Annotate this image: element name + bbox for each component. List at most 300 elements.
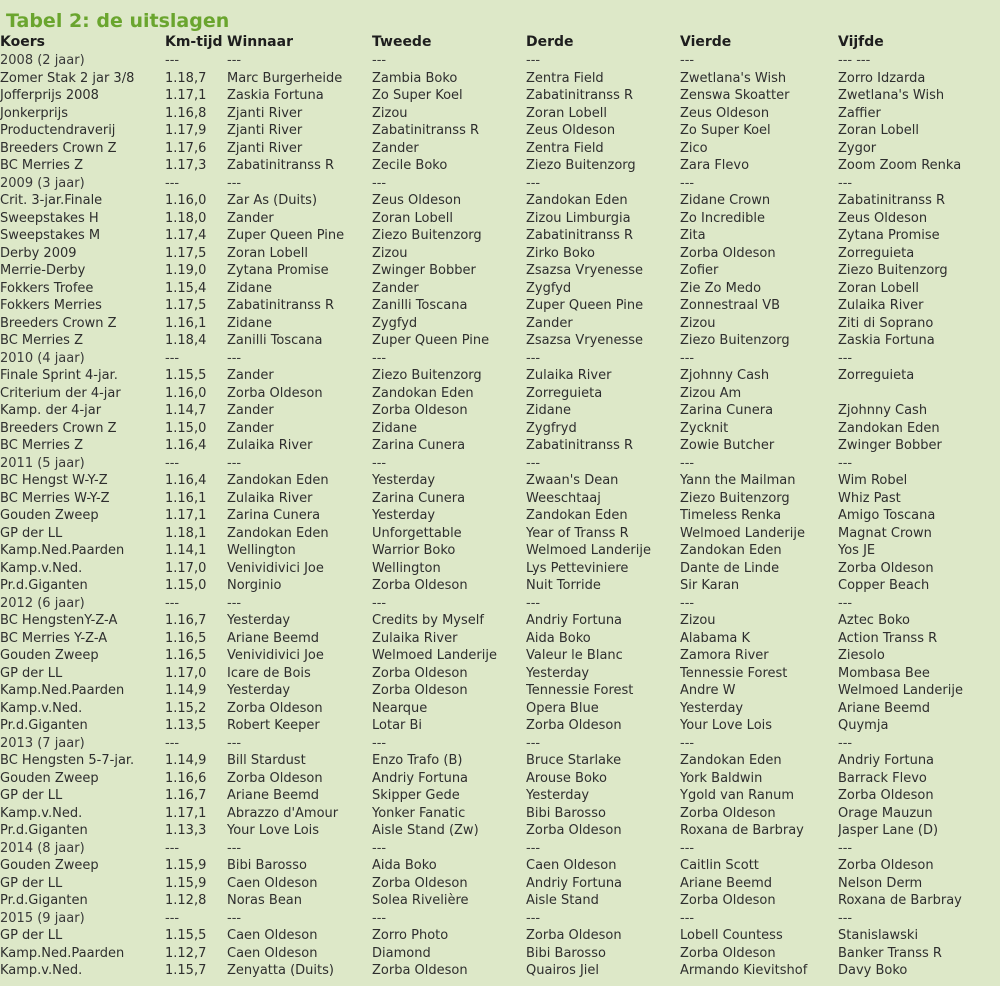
cell-km-tijd: 1.16,5 [165, 648, 207, 664]
cell-koers: BC HengstenY-Z-A [0, 613, 118, 629]
cell-koers: BC Hengst W-Y-Z [0, 473, 108, 489]
cell-km-tijd: 1.17,4 [165, 228, 207, 244]
cell-km-tijd: 1.12,7 [165, 945, 207, 961]
cell-vijfde: Ziezo Buitenzorg [838, 263, 948, 279]
table-row [0, 192, 1000, 210]
cell-tweede: Zuper Queen Pine [372, 333, 490, 349]
cell-km-tijd: 1.17,1 [165, 88, 207, 104]
cell-vierde: Andre W [680, 683, 736, 699]
cell-vierde: Zandokan Eden [680, 543, 782, 559]
table-row [0, 490, 1000, 508]
cell-tweede: Yesterday [372, 473, 436, 489]
cell-tweede: Zo Super Koel [372, 88, 463, 104]
cell-tweede: Nearque [372, 700, 428, 716]
cell-vierde: --- [680, 175, 695, 191]
table-body [0, 52, 1000, 980]
cell-km-tijd: 1.16,0 [165, 193, 207, 209]
cell-koers: Pr.d.Giganten [0, 893, 88, 909]
cell-vierde: Lobell Countess [680, 928, 783, 944]
cell-vierde: Zara Flevo [680, 158, 750, 174]
cell-derde: Lys Petteviniere [526, 560, 629, 576]
cell-tweede: Zorba Oldeson [372, 665, 468, 681]
cell-winnaar: Zulaika River [227, 490, 313, 506]
cell-vierde: Roxana de Barbray [680, 823, 804, 839]
cell-km-tijd: 1.17,5 [165, 245, 207, 261]
cell-koers: 2012 (6 jaar) [0, 595, 85, 611]
cell-derde: --- [526, 910, 541, 926]
cell-vijfde: Zorba Oldeson [838, 560, 934, 576]
cell-km-tijd: 1.16,7 [165, 613, 207, 629]
cell-km-tijd: 1.14,7 [165, 403, 207, 419]
cell-tweede: Zarina Cunera [372, 438, 466, 454]
cell-winnaar: --- [227, 455, 242, 471]
cell-derde: Welmoed Landerije [526, 543, 651, 559]
cell-vijfde: Whiz Past [838, 490, 901, 506]
cell-tweede: Ziezo Buitenzorg [372, 368, 482, 384]
cell-km-tijd: --- [165, 910, 180, 926]
cell-vijfde: Zabatinitranss R [838, 193, 946, 209]
cell-winnaar: Ariane Beemd [227, 630, 320, 646]
cell-winnaar: Zander [227, 368, 274, 384]
cell-derde: Zorba Oldeson [526, 928, 622, 944]
cell-derde: --- [526, 595, 541, 611]
table-row [0, 647, 1000, 665]
cell-winnaar: Zander [227, 210, 274, 226]
cell-vierde: --- [680, 595, 695, 611]
cell-derde: Zorba Oldeson [526, 718, 622, 734]
cell-tweede: Zander [372, 140, 419, 156]
cell-tweede: Zandokan Eden [372, 385, 474, 401]
cell-vierde: --- [680, 53, 695, 69]
cell-winnaar: Venividivici Joe [227, 560, 324, 576]
cell-vierde: Zorba Oldeson [680, 893, 776, 909]
cell-koers: 2009 (3 jaar) [0, 175, 85, 191]
table-row [0, 385, 1000, 403]
cell-koers: Pr.d.Giganten [0, 578, 88, 594]
table-row [0, 927, 1000, 945]
cell-derde: Zabatinitranss R [526, 438, 634, 454]
cell-derde: Quairos Jiel [526, 963, 600, 979]
cell-derde: Zulaika River [526, 368, 612, 384]
cell-koers: 2013 (7 jaar) [0, 735, 85, 751]
table-row [0, 962, 1000, 980]
table-row [0, 805, 1000, 823]
cell-derde: Ziezo Buitenzorg [526, 158, 636, 174]
table-row [0, 420, 1000, 438]
cell-koers: GP der LL [0, 788, 63, 804]
cell-winnaar: Zabatinitranss R [227, 298, 335, 314]
cell-derde: Zidane [526, 403, 571, 419]
cell-koers: Breeders Crown Z [0, 140, 117, 156]
cell-vierde: Zandokan Eden [680, 753, 782, 769]
cell-vijfde: Zjohnny Cash [838, 403, 928, 419]
cell-vijfde: Zaffier [838, 105, 881, 121]
cell-vierde: --- [680, 910, 695, 926]
cell-koers: BC Hengsten 5-7-jar. [0, 753, 135, 769]
cell-km-tijd: 1.16,1 [165, 490, 207, 506]
cell-winnaar: Zoran Lobell [227, 245, 308, 261]
cell-koers: BC Merries Z [0, 333, 83, 349]
cell-tweede: Zabatinitranss R [372, 123, 480, 139]
cell-km-tijd: 1.18,7 [165, 70, 207, 86]
cell-derde: --- [526, 455, 541, 471]
cell-vijfde: Zoom Zoom Renka [838, 158, 962, 174]
cell-vijfde: Zorba Oldeson [838, 788, 934, 804]
cell-winnaar: Zandokan Eden [227, 473, 329, 489]
cell-km-tijd: 1.17,9 [165, 123, 207, 139]
cell-tweede: Enzo Trafo (B) [372, 753, 463, 769]
cell-vijfde: Stanislawski [838, 928, 919, 944]
cell-winnaar: Zjanti River [227, 123, 303, 139]
cell-tweede: Yesterday [372, 508, 436, 524]
table-row [0, 105, 1000, 123]
cell-tweede: --- [372, 350, 387, 366]
header-derde: Derde [526, 34, 574, 50]
cell-derde: Zizou Limburgia [526, 210, 631, 226]
cell-koers: Kamp.Ned.Paarden [0, 945, 125, 961]
cell-derde: --- [526, 840, 541, 856]
cell-winnaar: Yesterday [227, 613, 291, 629]
cell-km-tijd: 1.15,7 [165, 963, 207, 979]
cell-vierde: Ziezo Buitenzorg [680, 333, 790, 349]
cell-derde: Zsazsa Vryenesse [526, 263, 644, 279]
results-table [0, 32, 1000, 980]
cell-km-tijd: 1.17,0 [165, 665, 207, 681]
cell-vierde: Alabama K [680, 630, 750, 646]
cell-derde: --- [526, 735, 541, 751]
table-row [0, 577, 1000, 595]
cell-tweede: Zorba Oldeson [372, 403, 468, 419]
cell-koers: 2008 (2 jaar) [0, 53, 85, 69]
cell-vierde: Welmoed Landerije [680, 525, 805, 541]
cell-winnaar: Zander [227, 420, 274, 436]
cell-vierde: --- [680, 840, 695, 856]
cell-vijfde: Zorro Idzarda [838, 70, 926, 86]
cell-tweede: Zorro Photo [372, 928, 449, 944]
cell-tweede: --- [372, 735, 387, 751]
cell-koers: Pr.d.Giganten [0, 823, 88, 839]
cell-tweede: Zorba Oldeson [372, 578, 468, 594]
table-row [0, 227, 1000, 245]
cell-km-tijd: 1.18,4 [165, 333, 207, 349]
cell-koers: Kamp.Ned.Paarden [0, 683, 125, 699]
cell-winnaar: Caen Oldeson [227, 945, 318, 961]
cell-koers: Jofferprijs 2008 [0, 88, 99, 104]
cell-vierde: Zidane Crown [680, 193, 771, 209]
cell-vierde: Zonnestraal VB [680, 298, 781, 314]
cell-vijfde: Zwetlana's Wish [838, 88, 945, 104]
cell-derde: Zwaan's Dean [526, 473, 619, 489]
cell-koers: 2011 (5 jaar) [0, 455, 85, 471]
cell-tweede: Zulaika River [372, 630, 458, 646]
cell-km-tijd: 1.16,0 [165, 385, 207, 401]
cell-vierde: Zico [680, 140, 708, 156]
cell-km-tijd: 1.16,6 [165, 770, 207, 786]
cell-derde: Weeschtaaj [526, 490, 601, 506]
cell-koers: Merrie-Derby [0, 263, 86, 279]
cell-winnaar: Zander [227, 403, 274, 419]
cell-vierde: Zamora River [680, 648, 769, 664]
cell-vijfde [838, 385, 1000, 403]
cell-km-tijd: 1.17,3 [165, 158, 207, 174]
cell-koers: Fokkers Trofee [0, 280, 94, 296]
cell-derde: Opera Blue [526, 700, 599, 716]
table-row [0, 542, 1000, 560]
cell-koers: Gouden Zweep [0, 858, 99, 874]
table-row [0, 752, 1000, 770]
cell-vijfde: Nelson Derm [838, 875, 923, 891]
cell-vierde: Zenswa Skoatter [680, 88, 790, 104]
cell-km-tijd: 1.19,0 [165, 263, 207, 279]
cell-vijfde: Quymja [838, 718, 889, 734]
cell-koers: Sweepstakes H [0, 210, 99, 226]
cell-km-tijd: 1.16,5 [165, 630, 207, 646]
cell-vijfde: Banker Transs R [838, 945, 942, 961]
cell-vijfde: Wim Robel [838, 473, 908, 489]
cell-km-tijd: 1.13,5 [165, 718, 207, 734]
cell-tweede: Zander [372, 280, 419, 296]
cell-km-tijd: 1.14,1 [165, 543, 207, 559]
table-row [0, 87, 1000, 105]
cell-koers: Kamp.v.Ned. [0, 700, 83, 716]
cell-winnaar: Bibi Barosso [227, 858, 307, 874]
cell-vijfde: Zorreguieta [838, 245, 915, 261]
cell-tweede: --- [372, 175, 387, 191]
cell-vijfde: Zoran Lobell [838, 123, 919, 139]
cell-derde: Year of Transs R [526, 525, 629, 541]
cell-tweede: --- [372, 595, 387, 611]
cell-derde: Zygfyd [526, 280, 572, 296]
cell-koers: Sweepstakes M [0, 228, 101, 244]
cell-vijfde: Zulaika River [838, 298, 924, 314]
cell-derde: Zandokan Eden [526, 508, 628, 524]
cell-koers: Breeders Crown Z [0, 420, 117, 436]
cell-derde: Zander [526, 315, 573, 331]
cell-tweede: Zidane [372, 420, 417, 436]
cell-tweede: Zorba Oldeson [372, 683, 468, 699]
cell-derde: Zuper Queen Pine [526, 298, 644, 314]
cell-vijfde: Zorba Oldeson [838, 858, 934, 874]
cell-tweede: Zwinger Bobber [372, 263, 476, 279]
cell-derde: Tennessie Forest [526, 683, 634, 699]
header-winnaar: Winnaar [227, 34, 293, 50]
cell-derde: Caen Oldeson [526, 858, 617, 874]
cell-winnaar: Bill Stardust [227, 753, 306, 769]
cell-km-tijd: 1.15,9 [165, 875, 207, 891]
cell-vijfde: --- --- [838, 53, 871, 69]
cell-km-tijd: 1.16,4 [165, 438, 207, 454]
cell-koers: Breeders Crown Z [0, 315, 117, 331]
cell-derde: --- [526, 175, 541, 191]
cell-vijfde: Zeus Oldeson [838, 210, 928, 226]
cell-koers: Jonkerprijs [0, 105, 69, 121]
table-row [0, 280, 1000, 298]
cell-vijfde: Barrack Flevo [838, 770, 927, 786]
cell-koers: Crit. 3-jar.Finale [0, 193, 103, 209]
cell-vijfde: Ariane Beemd [838, 700, 931, 716]
table-row [0, 350, 1000, 368]
cell-koers: Criterium der 4-jar [0, 385, 121, 401]
cell-km-tijd: 1.15,0 [165, 578, 207, 594]
cell-vierde: Zorba Oldeson [680, 945, 776, 961]
cell-winnaar: Zarina Cunera [227, 508, 321, 524]
cell-vierde: Zizou [680, 315, 716, 331]
cell-winnaar: Zenyatta (Duits) [227, 963, 334, 979]
cell-vierde: Zycknit [680, 420, 729, 436]
cell-tweede: Diamond [372, 945, 431, 961]
cell-koers: Finale Sprint 4-jar. [0, 368, 118, 384]
cell-winnaar: Icare de Bois [227, 665, 311, 681]
cell-winnaar: Noras Bean [227, 893, 303, 909]
cell-koers: Derby 2009 [0, 245, 77, 261]
table-row [0, 840, 1000, 858]
table-row [0, 402, 1000, 420]
cell-winnaar: --- [227, 910, 242, 926]
cell-vierde: Caitlin Scott [680, 858, 759, 874]
table-row [0, 857, 1000, 875]
cell-koers: Productendraverij [0, 123, 116, 139]
cell-km-tijd: --- [165, 175, 180, 191]
cell-tweede: --- [372, 455, 387, 471]
cell-km-tijd: 1.15,9 [165, 858, 207, 874]
cell-vierde: Zo Incredible [680, 210, 765, 226]
cell-km-tijd: 1.15,5 [165, 368, 207, 384]
cell-winnaar: --- [227, 350, 242, 366]
cell-km-tijd: --- [165, 455, 180, 471]
cell-tweede: Zorba Oldeson [372, 963, 468, 979]
cell-km-tijd: 1.17,1 [165, 805, 207, 821]
cell-km-tijd: 1.15,4 [165, 280, 207, 296]
header-vijfde: Vijfde [838, 34, 884, 50]
table-row [0, 315, 1000, 333]
cell-derde: Aisle Stand [526, 893, 599, 909]
cell-vijfde: --- [838, 910, 853, 926]
table-row [0, 630, 1000, 648]
cell-tweede: Credits by Myself [372, 613, 484, 629]
table-row [0, 612, 1000, 630]
cell-vijfde: Zytana Promise [838, 228, 940, 244]
table-row [0, 717, 1000, 735]
table-row [0, 52, 1000, 70]
cell-derde: Bruce Starlake [526, 753, 622, 769]
cell-vijfde: --- [838, 350, 853, 366]
header-km-tijd: Km-tijd [165, 34, 223, 50]
cell-km-tijd: 1.13,3 [165, 823, 207, 839]
cell-km-tijd: --- [165, 735, 180, 751]
cell-km-tijd: 1.17,6 [165, 140, 207, 156]
cell-vijfde: Zoran Lobell [838, 280, 919, 296]
cell-winnaar: Abrazzo d'Amour [227, 805, 339, 821]
cell-tweede: Zeus Oldeson [372, 193, 462, 209]
cell-derde: Zabatinitranss R [526, 228, 634, 244]
cell-tweede: Ziezo Buitenzorg [372, 228, 482, 244]
cell-tweede: Zarina Cunera [372, 490, 466, 506]
cell-koers: 2010 (4 jaar) [0, 350, 85, 366]
table-row [0, 595, 1000, 613]
cell-vijfde: Zwinger Bobber [838, 438, 942, 454]
cell-tweede: Zecile Boko [372, 158, 448, 174]
table-row [0, 507, 1000, 525]
cell-winnaar: Zorba Oldeson [227, 770, 323, 786]
cell-vierde: Zo Super Koel [680, 123, 771, 139]
cell-koers: Zomer Stak 2 jar 3/8 [0, 70, 135, 86]
cell-koers: GP der LL [0, 525, 63, 541]
table-row [0, 297, 1000, 315]
cell-km-tijd: 1.16,4 [165, 473, 207, 489]
cell-winnaar: Zulaika River [227, 438, 313, 454]
cell-km-tijd: 1.16,7 [165, 788, 207, 804]
cell-derde: Zygfryd [526, 420, 577, 436]
table-row [0, 945, 1000, 963]
cell-winnaar: Caen Oldeson [227, 928, 318, 944]
cell-koers: BC Merries Y-Z-A [0, 630, 108, 646]
cell-vierde: Zwetlana's Wish [680, 70, 787, 86]
cell-koers: Gouden Zweep [0, 648, 99, 664]
cell-winnaar: Zidane [227, 280, 272, 296]
cell-winnaar: Robert Keeper [227, 718, 320, 734]
cell-derde: Zoran Lobell [526, 105, 607, 121]
cell-koers: 2014 (8 jaar) [0, 840, 85, 856]
table-row [0, 910, 1000, 928]
cell-derde: Zirko Boko [526, 245, 595, 261]
cell-vierde: Zorba Oldeson [680, 245, 776, 261]
cell-vijfde: --- [838, 455, 853, 471]
cell-derde: Andriy Fortuna [526, 875, 623, 891]
cell-winnaar: Caen Oldeson [227, 875, 318, 891]
cell-km-tijd: 1.15,0 [165, 420, 207, 436]
cell-winnaar: --- [227, 595, 242, 611]
cell-koers: BC Merries W-Y-Z [0, 490, 110, 506]
cell-km-tijd: 1.17,5 [165, 298, 207, 314]
cell-vierde: Yann the Mailman [680, 473, 796, 489]
cell-km-tijd: 1.18,0 [165, 210, 207, 226]
cell-winnaar: Yesterday [227, 683, 291, 699]
cell-koers: Fokkers Merries [0, 298, 102, 314]
cell-derde: Zeus Oldeson [526, 123, 616, 139]
table-row [0, 472, 1000, 490]
cell-koers: Gouden Zweep [0, 770, 99, 786]
cell-km-tijd: 1.12,8 [165, 893, 207, 909]
cell-koers: GP der LL [0, 665, 63, 681]
cell-winnaar: Zjanti River [227, 140, 303, 156]
cell-derde: --- [526, 53, 541, 69]
cell-vierde: Zorba Oldeson [680, 805, 776, 821]
cell-vierde: Zita [680, 228, 706, 244]
cell-koers: BC Merries Z [0, 158, 83, 174]
table-row [0, 157, 1000, 175]
cell-vijfde: Amigo Toscana [838, 508, 936, 524]
cell-vierde: Ygold van Ranum [680, 788, 795, 804]
cell-winnaar: Zjanti River [227, 105, 303, 121]
cell-winnaar: Zaskia Fortuna [227, 88, 324, 104]
cell-vijfde: Andriy Fortuna [838, 753, 935, 769]
cell-vijfde: Magnat Crown [838, 525, 932, 541]
cell-vijfde: --- [838, 175, 853, 191]
cell-winnaar: --- [227, 175, 242, 191]
cell-tweede: --- [372, 53, 387, 69]
table-row [0, 665, 1000, 683]
cell-derde: Zentra Field [526, 70, 604, 86]
cell-vijfde: Davy Boko [838, 963, 908, 979]
cell-km-tijd: 1.14,9 [165, 753, 207, 769]
cell-tweede: Zygfyd [372, 315, 418, 331]
header-vierde: Vierde [680, 34, 732, 50]
cell-vijfde: Zaskia Fortuna [838, 333, 935, 349]
cell-winnaar: --- [227, 53, 242, 69]
cell-km-tijd: 1.17,1 [165, 508, 207, 524]
cell-derde: Zandokan Eden [526, 193, 628, 209]
cell-vierde: Dante de Linde [680, 560, 780, 576]
